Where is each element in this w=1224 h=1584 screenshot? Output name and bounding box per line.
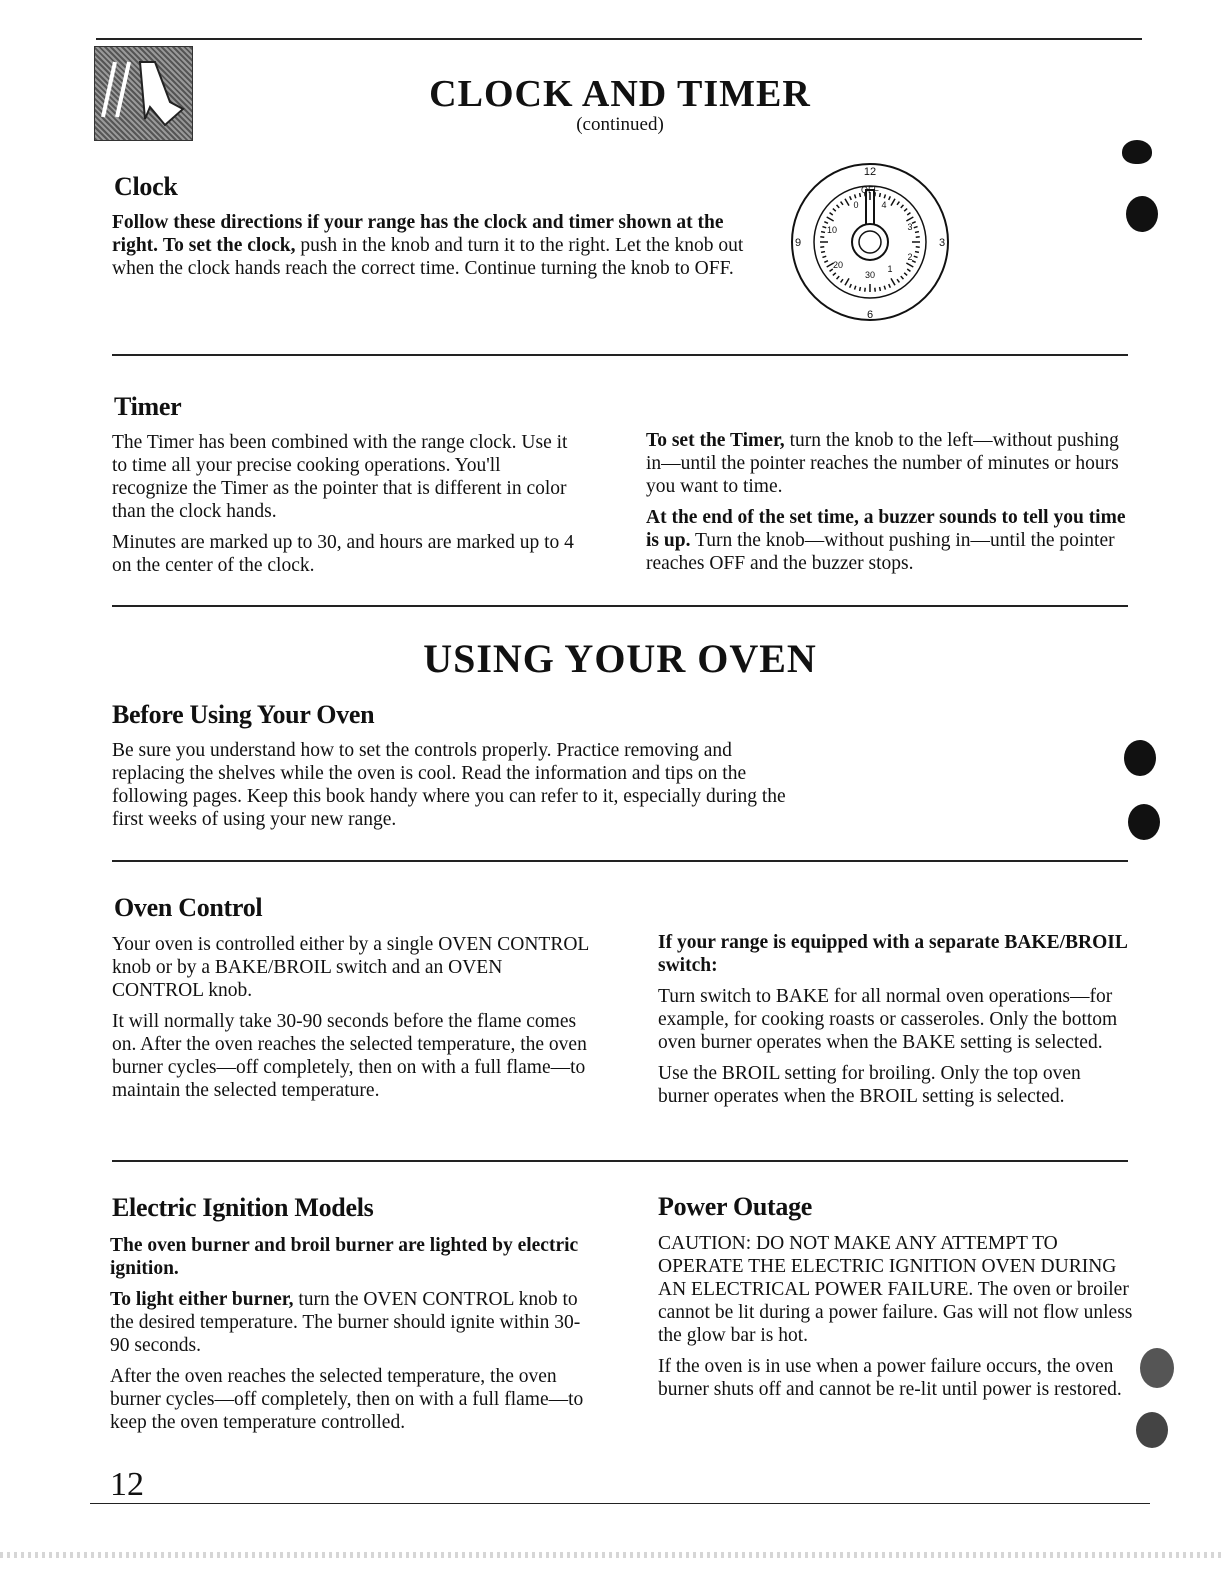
timer-heading: Timer [114, 392, 182, 421]
electric-ignition-heading: Electric Ignition Models [112, 1193, 374, 1222]
page-number: 12 [110, 1466, 144, 1503]
binder-hole-icon [1136, 1412, 1168, 1448]
power-outage-heading: Power Outage [658, 1192, 813, 1221]
broil-paragraph: Use the BROIL setting for broiling. Only the top oven burner operates when the BROIL setting is selected. [658, 1063, 1081, 1107]
dial-tick [880, 193, 881, 197]
power-outage-caution: CAUTION: DO NOT MAKE ANY ATTEMPT TO OPERATE THE ELECTRIC IGNITION OVEN DURING AN ELECTRICAL POWER FAILURE. The oven or broiler cannot be lit during a power failure. Gas will not flow unless the glow bar is hot. [658, 1233, 1133, 1346]
dial-tick [912, 261, 916, 263]
dial-tick [906, 263, 913, 267]
light-burner-bold: To light either burner, [110, 1289, 294, 1310]
page-subtitle: (continued) [576, 114, 664, 135]
dial-tick [891, 199, 895, 206]
clock-heading: Clock [114, 172, 178, 201]
dial-tick [822, 227, 826, 228]
dial-tick [906, 217, 913, 221]
dial-tick [822, 256, 826, 257]
dial-label: 20 [832, 260, 844, 270]
timer-right-column [646, 429, 1126, 583]
dial-tick [891, 278, 895, 285]
dial-tick [915, 232, 919, 233]
clock-instructions: push in the knob and turn it to the right. Let the knob out when the clock hands reach the correct time. Continue turning the knob to OFF. [112, 235, 744, 279]
timer-end-text: Turn the knob—without pushing in—until the pointer reaches OFF and the buzzer stops. [646, 530, 1115, 574]
dial-label: 12 [863, 166, 877, 178]
oven-control-heading: Oven Control [114, 893, 263, 922]
ignition-column [110, 1234, 588, 1442]
dial-tick [855, 286, 856, 290]
dial-tick [914, 227, 918, 228]
light-burner-text: turn the OVEN CONTROL knob to the desired temperature. The burner should ignite within 30-90 seconds. [110, 1289, 581, 1356]
ignition-paragraph [110, 1288, 588, 1357]
dial-tick [833, 273, 836, 276]
section-title: USING YOUR OVEN [423, 636, 817, 681]
oven-control-paragraph: It will normally take 30-90 seconds before the flame comes on. After the oven reaches the selected temperature, the oven burner cycles—off completely, then on with a full flame—to maintain the selected temperature. [112, 1011, 587, 1101]
bake-broil-switch-heading: If your range is equipped with a separate BAKE/BROIL switch: [658, 932, 1127, 976]
binder-hole-icon [1140, 1348, 1174, 1388]
dial-tick [850, 284, 852, 288]
clock-text [112, 211, 772, 280]
dial-label: 1 [887, 264, 893, 274]
oven-control-right-column [658, 931, 1134, 1116]
bake-paragraph: Turn switch to BAKE for all normal oven operations—for example, for cooking roasts or casseroles. Only the bottom oven burner operates when the BAKE setting is selected. [658, 986, 1118, 1053]
timer-left-paragraph: Minutes are marked up to 30, and hours are marked up to 4 on the center of the clock. [112, 532, 574, 576]
dial-tick [845, 199, 849, 206]
dial-tick [860, 287, 861, 291]
dial-tick [904, 273, 907, 276]
timer-right-paragraph [646, 429, 1126, 498]
dial-label: 3 [907, 222, 913, 232]
dial-tick [845, 278, 849, 285]
dial-tick [841, 279, 843, 282]
binder-hole-icon [1128, 804, 1160, 840]
dial-tick [897, 279, 899, 282]
dial-tick [821, 232, 825, 233]
dial-label: 2 [907, 252, 913, 262]
dial-tick [827, 217, 834, 221]
dial-tick [850, 196, 852, 200]
ignition-bold-paragraph: The oven burner and broil burner are lighted by electric ignition. [110, 1235, 579, 1279]
before-using-text: Be sure you understand how to set the controls properly. Practice removing and replacing the shelves while the oven is cool. Read the information and tips on the following pages. Keep this book handy where you can refer to it, especially during the first weeks of using your new range. [112, 740, 786, 830]
power-outage-paragraph: If the oven is in use when a power failure occurs, the oven burner shuts off and cannot be re-lit until power is restored. [658, 1356, 1122, 1400]
dial-tick [904, 209, 907, 212]
oven-control-left-column [112, 933, 590, 1110]
dial-tick [901, 205, 904, 208]
dial-tick [855, 194, 856, 198]
dial-tick [907, 213, 910, 215]
oven-control-paragraph: Your oven is controlled either by a single OVEN CONTROL knob or by a BAKE/BROIL switch and an OVEN CONTROL knob. [112, 934, 589, 1001]
dial-label: 3 [938, 237, 946, 249]
dial-tick [837, 276, 840, 279]
timer-left-column [112, 431, 580, 585]
dial-tick [830, 213, 833, 215]
timer-right-paragraph [646, 506, 1126, 575]
timer-left-paragraph: The Timer has been combined with the range clock. Use it to time all your precise cooking operations. You'll recognize the Timer as the pointer that is different in color than the clock hands. [112, 432, 568, 522]
dial-tick [880, 287, 881, 291]
dial-label: 0 [853, 200, 859, 210]
dial-tick [884, 194, 885, 198]
dial-label: 9 [794, 237, 802, 249]
dial-tick [833, 209, 836, 212]
binder-hole-icon [1126, 196, 1158, 232]
ignition-paragraph: After the oven reaches the selected temperature, the oven burner cycles—off completely, then on with a full flame—to keep the oven temperature controlled. [110, 1366, 584, 1433]
dial-label: 6 [866, 309, 874, 321]
page-title: CLOCK AND TIMER [429, 73, 811, 115]
binder-hole-icon [1124, 740, 1156, 776]
dial-tick [824, 261, 828, 263]
dial-tick [912, 222, 916, 224]
timer-set-bold: To set the Timer, [646, 430, 785, 451]
timer-set-text: turn the knob to the left—without pushing in—until the pointer reaches the number of minutes or hours you want to time. [646, 430, 1119, 497]
dial-label: OFF [861, 185, 879, 195]
dial-tick [889, 284, 891, 288]
dial-tick [837, 205, 840, 208]
dial-tick [915, 252, 919, 253]
dial-tick [897, 202, 899, 205]
dial-tick [914, 256, 918, 257]
dial-tick [841, 202, 843, 205]
scan-bottom-edge [0, 1552, 1224, 1558]
timer-end-bold: At the end of the set time, a buzzer sounds to tell you time is up. [646, 507, 1126, 551]
binder-hole-icon [1122, 140, 1152, 164]
dial-label: 30 [864, 270, 876, 280]
dial-tick [907, 269, 910, 271]
before-using-heading: Before Using Your Oven [112, 700, 375, 729]
dial-tick [824, 222, 828, 224]
clock-timer-dial-icon [788, 160, 952, 324]
power-outage-column [658, 1232, 1136, 1409]
dial-tick [889, 196, 891, 200]
clock-bold-lead: Follow these directions if your range has the clock and timer shown at the right. [112, 212, 724, 256]
dial-label: 4 [881, 200, 887, 210]
dial-tick [901, 276, 904, 279]
dial-tick [884, 286, 885, 290]
dial-tick [821, 252, 825, 253]
clock-bold-set: To set the clock, [162, 235, 296, 256]
brand-logo-icon [94, 46, 193, 141]
dial-label: 10 [826, 225, 838, 235]
